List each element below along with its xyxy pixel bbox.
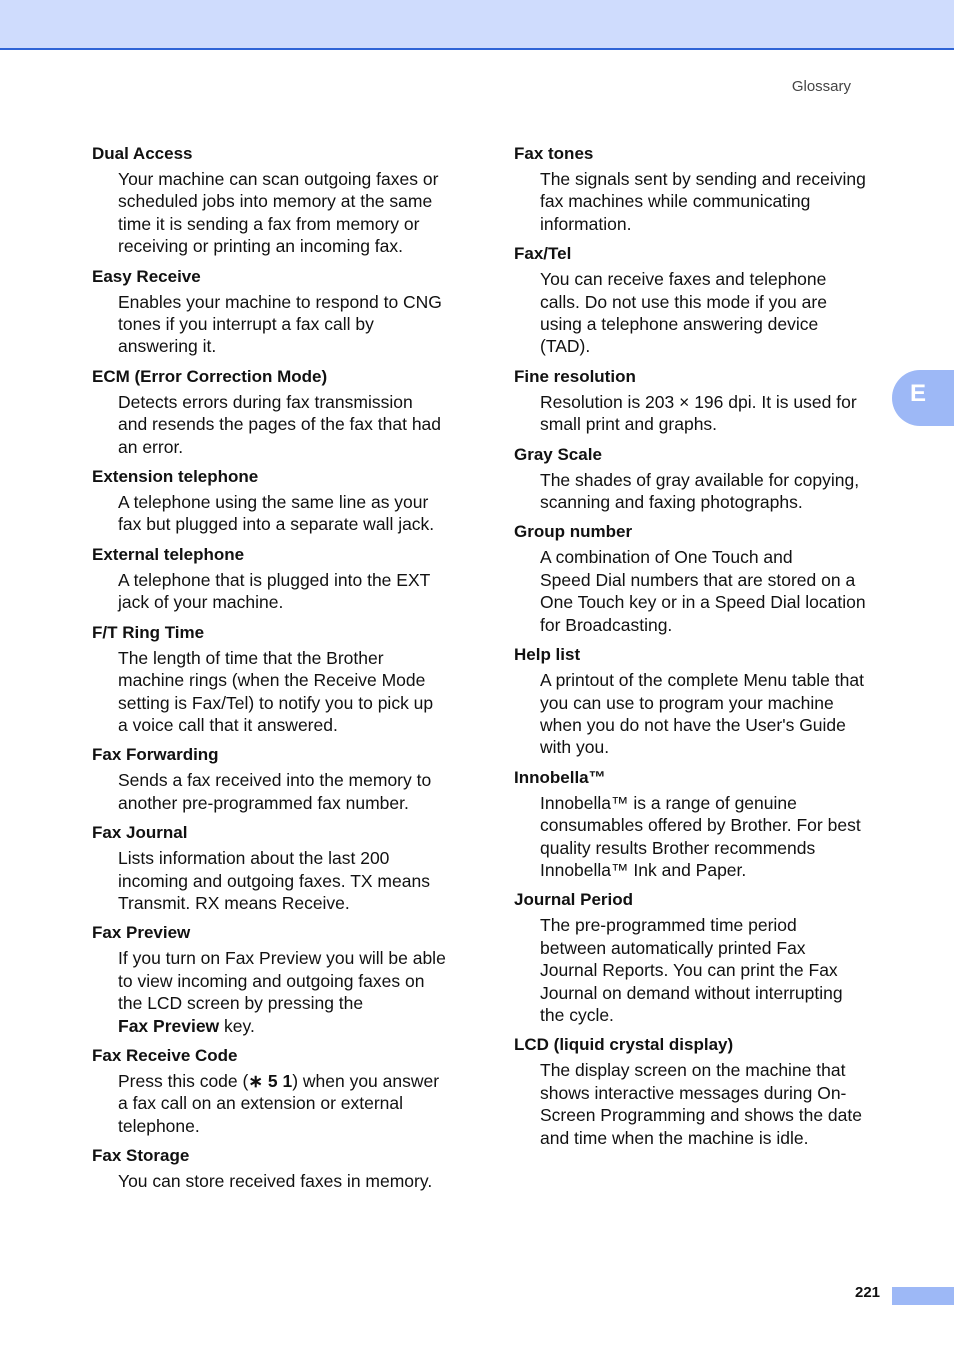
glossary-definition: You can store received faxes in memory. bbox=[118, 1171, 433, 1192]
glossary-definition: A telephone that is plugged into the EXT jack of your machine. bbox=[118, 569, 431, 613]
glossary-term: Fax tones bbox=[514, 144, 594, 163]
glossary-column-right bbox=[514, 143, 894, 1157]
glossary-entry bbox=[514, 767, 894, 882]
glossary-entry bbox=[92, 922, 472, 1037]
glossary-entry bbox=[514, 1034, 894, 1149]
glossary-entry bbox=[514, 644, 894, 759]
glossary-term: Dual Access bbox=[92, 144, 193, 163]
running-head: Glossary bbox=[791, 78, 851, 95]
glossary-term: Fax/Tel bbox=[514, 244, 572, 264]
glossary-term: Easy Receive bbox=[92, 266, 201, 286]
glossary-entry bbox=[92, 366, 472, 458]
key-name: Fax Preview bbox=[118, 1015, 220, 1036]
glossary-definition: The shades of gray available for copying, scanning and faxing photographs. bbox=[540, 469, 860, 513]
glossary-entry bbox=[514, 889, 894, 1026]
glossary-entry bbox=[92, 744, 472, 814]
glossary-entry bbox=[92, 143, 472, 258]
glossary-entry bbox=[514, 444, 894, 514]
code-digits: ∗ 5 1 bbox=[248, 1070, 293, 1091]
glossary-term: Fine resolution bbox=[514, 366, 636, 386]
glossary-term: F/T Ring Time bbox=[92, 622, 205, 642]
glossary-entry bbox=[92, 544, 472, 614]
glossary-definition: A printout of the complete Menu table that you can use to program your machine when you do not have the User's Guide with you. bbox=[540, 670, 864, 758]
glossary-term: Fax Preview bbox=[92, 923, 191, 943]
page-number-bar bbox=[892, 1287, 954, 1305]
glossary-entry bbox=[92, 466, 472, 536]
glossary-entry bbox=[514, 521, 894, 636]
glossary-entry bbox=[92, 266, 472, 358]
glossary-term: LCD (liquid crystal display) bbox=[514, 1035, 734, 1055]
glossary-term: Fax Receive Code bbox=[92, 1045, 238, 1065]
glossary-definition: The length of time that the Brother machine rings (when the Receive Mode setting is Fax/Tel) to notify you to pick up a voice call that it answered. bbox=[118, 647, 434, 735]
glossary-definition: The pre-programmed time period between automatically printed Fax Journal Reports. You can print the Fax Journal on demand without interrupting the cycle. bbox=[540, 915, 843, 1025]
glossary-term: ECM (Error Correction Mode) bbox=[92, 366, 328, 386]
glossary-definition: Lists information about the last 200 incoming and outgoing faxes. TX means Transmit. RX means Receive. bbox=[118, 848, 430, 913]
glossary-definition bbox=[118, 1070, 472, 1137]
glossary-term: Journal Period bbox=[514, 890, 634, 910]
definition-text: key. bbox=[219, 1015, 255, 1036]
glossary-definition: Innobella™ is a range of genuine consumables offered by Brother. For best quality results Brother recommends Innobella™ Ink and Paper. bbox=[540, 792, 861, 880]
glossary-entry bbox=[92, 822, 472, 914]
glossary-term: Group number bbox=[514, 522, 633, 542]
glossary-definition: The display screen on the machine that shows interactive messages during On- Screen Programming and shows the date and time when the machine is idle. bbox=[540, 1060, 862, 1148]
glossary-definition: Enables your machine to respond to CNG tones if you interrupt a fax call by answering it. bbox=[118, 291, 442, 357]
glossary-entry bbox=[92, 1145, 472, 1192]
glossary-entry bbox=[92, 622, 472, 737]
chapter-tab bbox=[892, 370, 954, 426]
glossary-definition: Sends a fax received into the memory to another pre-programmed fax number. bbox=[118, 770, 432, 813]
glossary-entry bbox=[514, 143, 894, 235]
glossary-term: Fax Storage bbox=[92, 1146, 190, 1166]
glossary-term: Help list bbox=[514, 645, 581, 665]
glossary-entry bbox=[514, 366, 894, 436]
glossary-term: Innobella™ bbox=[514, 767, 606, 787]
glossary-term: Fax Journal bbox=[92, 823, 188, 843]
glossary-term: Extension telephone bbox=[92, 467, 259, 487]
header-band bbox=[0, 0, 954, 50]
page-number: 221 bbox=[855, 1284, 881, 1301]
definition-text: ) when you answer a fax call on an extension or external telephone. bbox=[118, 1070, 440, 1136]
glossary-definition: The signals sent by sending and receiving fax machines while communicating information. bbox=[540, 169, 866, 234]
definition-text: Press this code ( bbox=[118, 1070, 249, 1091]
glossary-entry bbox=[92, 1045, 472, 1137]
definition-text: If you turn on Fax Preview you will be able to view incoming and outgoing faxes on the LCD screen by pressing the bbox=[118, 948, 446, 1014]
glossary-term: Gray Scale bbox=[514, 444, 602, 464]
glossary-definition: Your machine can scan outgoing faxes or scheduled jobs into memory at the same time it is sending a fax from memory or receiving or printing an incoming fax. bbox=[118, 169, 439, 257]
glossary-definition: A combination of One Touch and Speed Dial numbers that are stored on a One Touch key or in a Speed Dial location for Broadcasting. bbox=[540, 547, 866, 635]
glossary-definition: Detects errors during fax transmission and resends the pages of the fax that had an error. bbox=[118, 391, 442, 457]
chapter-tab-letter: E bbox=[910, 380, 927, 407]
glossary-column-left bbox=[92, 143, 472, 1201]
glossary-definition: Resolution is 203 × 196 dpi. It is used for small print and graphs. bbox=[540, 391, 857, 435]
glossary-term: External telephone bbox=[92, 544, 245, 564]
glossary-definition: You can receive faxes and telephone calls. Do not use this mode if you are using a telephone answering device (TAD). bbox=[540, 269, 827, 357]
glossary-definition bbox=[118, 947, 472, 1037]
glossary-definition: A telephone using the same line as your fax but plugged into a separate wall jack. bbox=[118, 492, 435, 535]
glossary-term: Fax Forwarding bbox=[92, 745, 219, 765]
glossary-entry bbox=[514, 243, 894, 358]
